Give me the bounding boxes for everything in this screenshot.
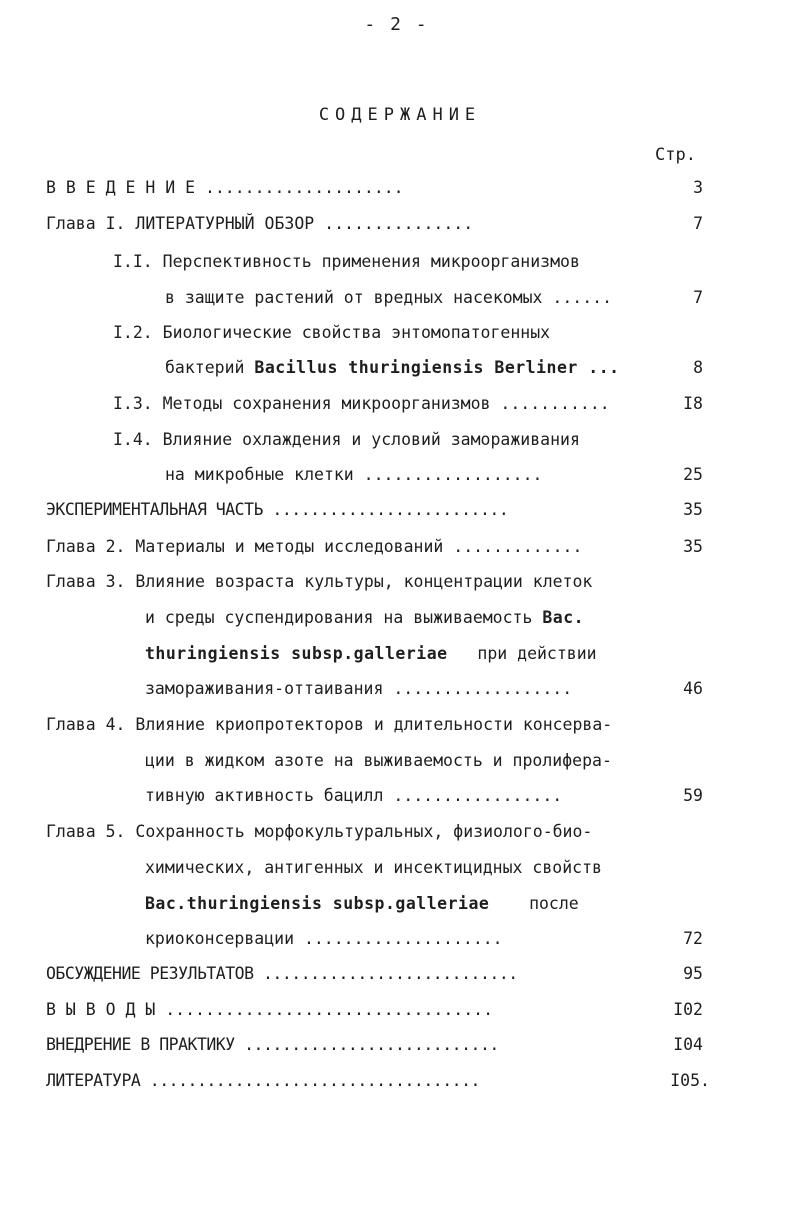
toc-entry-text: химических, антигенных и инсектицидных свойств (145, 858, 602, 877)
page-number: - 2 - (364, 14, 429, 35)
toc-entry-page: 95 (683, 964, 703, 983)
toc-entry-page: I05. (670, 1071, 710, 1090)
toc-entry-text: тивную активность бацилл ................. (145, 786, 563, 805)
toc-entry-text: I.I. Перспективность применения микроорганизмов (113, 252, 580, 271)
toc-entry-latin: Bacillus thuringiensis Berliner ... (254, 358, 620, 377)
toc-entry-page: 72 (683, 929, 703, 948)
toc-entry-text: В Ы В О Д Ы ................................. (46, 1000, 494, 1019)
toc-entry-text: ции в жидком азоте на выживаемость и пролифера- (145, 751, 612, 770)
toc-entry-page: 3 (693, 178, 703, 197)
toc-entry-text: I.3. Методы сохранения микроорганизмов ........... (113, 394, 610, 413)
toc-entry-pre: и среды суспендирования на выживаемость (145, 608, 543, 627)
toc-entry-page: 7 (693, 214, 703, 233)
toc-entry-latin: thuringiensis subsp.galleriae (145, 644, 448, 663)
page-column-label: Стр. (655, 145, 696, 165)
toc-entry-text: Глава 3. Влияние возраста культуры, концентрации клеток (46, 572, 593, 591)
toc-entry-text: В В Е Д Е Н И Е .................... (46, 178, 404, 197)
toc-entry-page: 46 (683, 679, 703, 698)
toc-entry-page: I02 (673, 1000, 703, 1019)
toc-entry-text: ВНЕДРЕНИЕ В ПРАКТИКУ ........................... (46, 1035, 499, 1054)
toc-entry-page: I04 (673, 1035, 703, 1054)
page-title: СОДЕРЖАНИЕ (318, 105, 482, 125)
toc-entry-page: 7 (693, 288, 703, 307)
toc-entry-text (145, 892, 579, 916)
toc-entry-text: Глава I. ЛИТЕРАТУРНЫЙ ОБЗОР ............... (46, 214, 474, 233)
toc-entry-post: при действии (447, 644, 597, 663)
toc-entry-text: Глава 5. Сохранность морфокультуральных, физиолого-био- (46, 822, 593, 841)
toc-entry-text: ОБСУЖДЕНИЕ РЕЗУЛЬТАТОВ ........................... (46, 964, 518, 983)
toc-entry-page: 59 (683, 786, 703, 805)
toc-entry-text: на микробные клетки .................. (165, 465, 543, 484)
toc-entry-text: I.4. Влияние охлаждения и условий замораживания (113, 430, 580, 449)
toc-entry-text: Глава 2. Материалы и методы исследований ............. (46, 537, 583, 556)
toc-entry-text: Глава 4. Влияние криопротекторов и длительности консерва- (46, 715, 613, 734)
toc-entry-text: в защите растений от вредных насекомых ...... (165, 288, 613, 307)
toc-entry-page: 35 (683, 500, 703, 519)
toc-entry-text: криоконсервации .................... (145, 929, 503, 948)
toc-entry-latin: Bac. (542, 608, 585, 627)
toc-entry-text: замораживания-оттаивания .................. (145, 679, 573, 698)
toc-entry-page: I8 (683, 394, 703, 413)
toc-entry-text: ЭКСПЕРИМЕНТАЛЬНАЯ ЧАСТЬ ......................... (46, 500, 509, 519)
toc-entry-pre: бактерий (165, 358, 255, 377)
toc-entry-text: I.2. Биологические свойства энтомопатогенных (113, 323, 551, 342)
toc-entry-post: после (489, 894, 579, 913)
toc-entry-text: ЛИТЕРАТУРА ................................... (46, 1071, 480, 1090)
toc-entry-page: 35 (683, 537, 703, 556)
toc-entry-text (145, 606, 584, 630)
toc-entry-page: 25 (683, 465, 703, 484)
toc-entry-text (165, 356, 620, 380)
toc-entry-latin: Bac.thuringiensis subsp.galleriae (145, 894, 490, 913)
toc-entry-page: 8 (693, 358, 703, 377)
toc-entry-text (145, 642, 597, 666)
